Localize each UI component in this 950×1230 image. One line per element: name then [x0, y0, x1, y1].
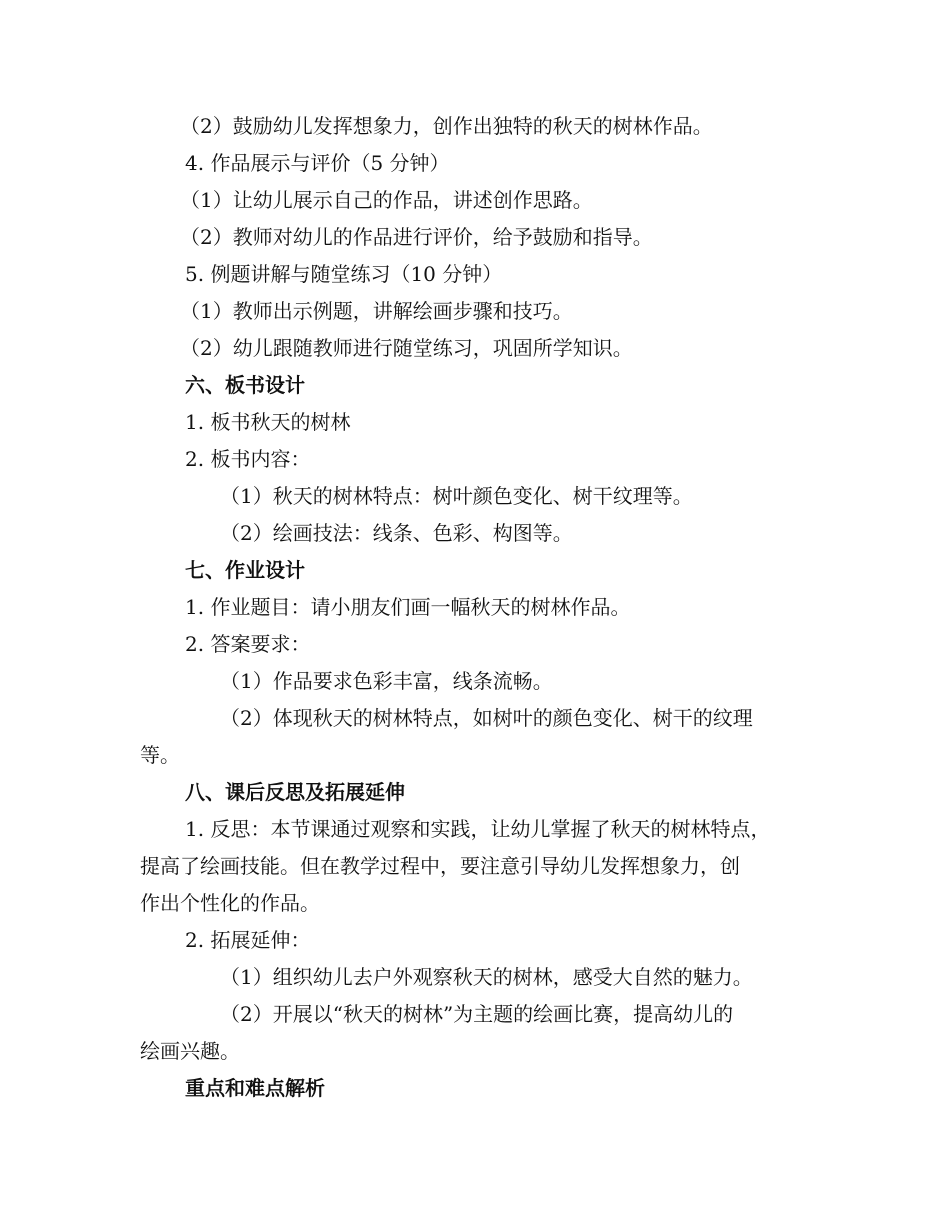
text-line: （2）体现秋天的树林特点，如树叶的颜色变化、树干的纹理: [220, 706, 753, 730]
text-line: （1）作品要求色彩丰富，线条流畅。: [220, 669, 553, 693]
section-heading: 七、作业设计: [185, 558, 305, 582]
section-heading: 六、板书设计: [185, 373, 305, 397]
text-line: （2）幼儿跟随教师进行随堂练习，巩固所学知识。: [180, 336, 633, 360]
text-line: 作出个性化的作品。: [140, 891, 320, 915]
text-line: 2. 板书内容：: [185, 447, 311, 471]
text-line: （2）教师对幼儿的作品进行评价，给予鼓励和指导。: [180, 225, 653, 249]
text-line: （1）让幼儿展示自己的作品，讲述创作思路。: [180, 188, 593, 212]
text-line: （1）组织幼儿去户外观察秋天的树林，感受大自然的魅力。: [220, 965, 753, 989]
section-heading: 八、课后反思及拓展延伸: [185, 780, 405, 804]
text-line: 1. 反思：本节课通过观察和实践，让幼儿掌握了秋天的树林特点，: [185, 817, 771, 841]
text-line: 5. 例题讲解与随堂练习（10 分钟）: [185, 262, 503, 286]
text-line: 1. 作业题目：请小朋友们画一幅秋天的树林作品。: [185, 595, 631, 619]
text-line: 提高了绘画技能。但在教学过程中，要注意引导幼儿发挥想象力，创: [140, 854, 740, 878]
text-line: 绘画兴趣。: [140, 1039, 240, 1063]
text-line: 2. 拓展延伸：: [185, 928, 311, 952]
section-heading: 重点和难点解析: [185, 1076, 325, 1100]
text-line: 1. 板书秋天的树林: [185, 410, 351, 434]
text-line: （2）鼓励幼儿发挥想象力，创作出独特的秋天的树林作品。: [180, 114, 713, 138]
text-line: （1）秋天的树林特点：树叶颜色变化、树干纹理等。: [220, 484, 693, 508]
text-line: 等。: [140, 743, 180, 767]
text-line: （1）教师出示例题，讲解绘画步骤和技巧。: [180, 299, 573, 323]
text-line: 2. 答案要求：: [185, 632, 311, 656]
text-line: （2）开展以“秋天的树林”为主题的绘画比赛，提高幼儿的: [220, 1002, 734, 1026]
text-line: （2）绘画技法：线条、色彩、构图等。: [220, 521, 573, 545]
text-line: 4. 作品展示与评价（5 分钟）: [185, 151, 450, 175]
